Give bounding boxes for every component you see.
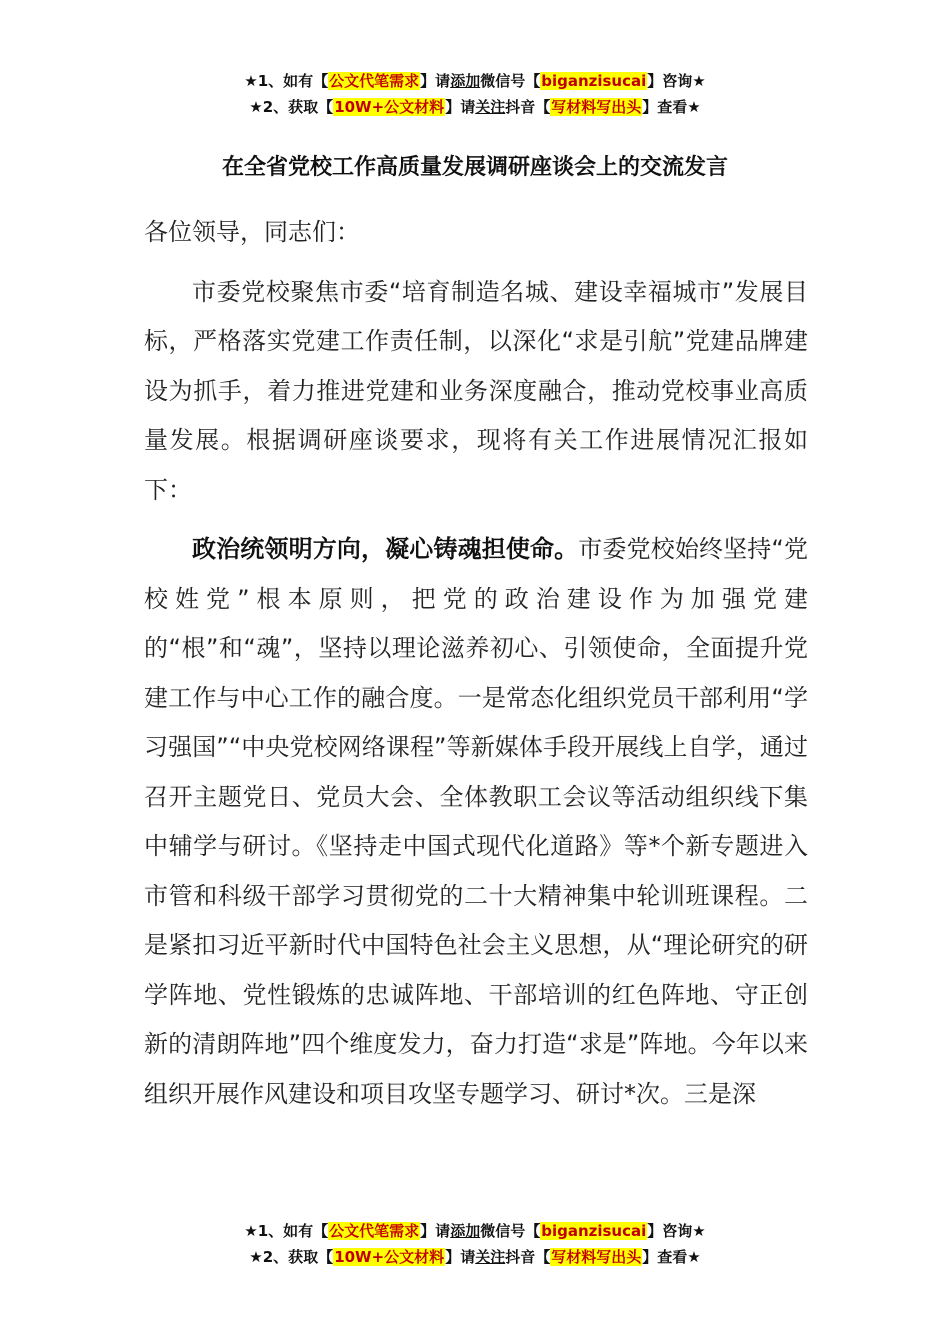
promo-line-2: ★2、获取【10W+公文材料】请关注抖音【写材料写出头】查看★: [249, 98, 701, 116]
highlight-materials: 10W+公文材料: [334, 1248, 445, 1266]
highlight-materials: 10W+公文材料: [334, 98, 445, 116]
star-icon: ★: [244, 72, 258, 90]
paragraph-political-leadership: [144, 525, 808, 1119]
star-icon: ★: [244, 1222, 258, 1240]
paragraph-intro: 市委党校聚焦市委“培育制造名城、建设幸福城市”发展目标，严格落实党建工作责任制，以深化“求是引航”党建品牌建设为抓手，着力推进党建和业务深度融合，推动党校事业高质量发展。根据调研座谈要求，现将有关工作进展情况汇报如下：: [144, 277, 808, 504]
highlight-service: 公文代笔需求: [329, 72, 420, 90]
document-title: 在全省党校工作高质量发展调研座谈会上的交流发言: [221, 155, 728, 180]
highlight-wechat-id: biganzisucai: [541, 72, 647, 90]
highlight-douyin-account: 写材料写出头: [551, 1248, 642, 1266]
promo-banner-top: [0, 68, 950, 120]
salutation: 各位领导，同志们：: [144, 218, 360, 246]
highlight-wechat-id: biganzisucai: [541, 1222, 647, 1240]
highlight-douyin-account: 写材料写出头: [551, 98, 642, 116]
highlight-service: 公文代笔需求: [329, 1222, 420, 1240]
paragraph-text: 市委党校始终坚持“党校姓党”根本原则，把党的政治建设作为加强党建的“根”和“魂”，坚持以理论滋养初心、引领使命，全面提升党建工作与中心工作的融合度。一是常态化组织党员干部利用“学习强国”“中央党校网络课程”等新媒体手段开展线上自学，通过召开主题党日、党员大会、全体教职工会议等活动组织线下集中辅学与研讨。《坚持走中国式现代化道路》等*个新专题进入市管和科级干部学习贯彻党的二十大精神集中轮训班课程。二是紧扣习近平新时代中国特色社会主义思想，从“理论研究的研学阵地、党性锻炼的忠诚阵地、干部培训的红色阵地、守正创新的清朗阵地”四个维度发力，奋力打造“求是”阵地。今年以来组织开展作风建设和项目攻坚专题学习、研讨*次。三是深: [144, 535, 808, 1108]
star-icon: ★: [249, 1248, 263, 1266]
star-icon: ★: [249, 98, 263, 116]
promo-line-1: ★1、如有【公文代笔需求】请添加微信号【biganzisucai】咨询★: [244, 1222, 706, 1240]
promo-line-2: ★2、获取【10W+公文材料】请关注抖音【写材料写出头】查看★: [249, 1248, 701, 1266]
paragraph-heading: 政治统领明方向，凝心铸魂担使命。: [192, 535, 579, 563]
promo-banner-bottom: [0, 1218, 950, 1270]
promo-line-1: ★1、如有【公文代笔需求】请添加微信号【biganzisucai】咨询★: [244, 72, 706, 90]
document-body: [144, 208, 808, 1129]
